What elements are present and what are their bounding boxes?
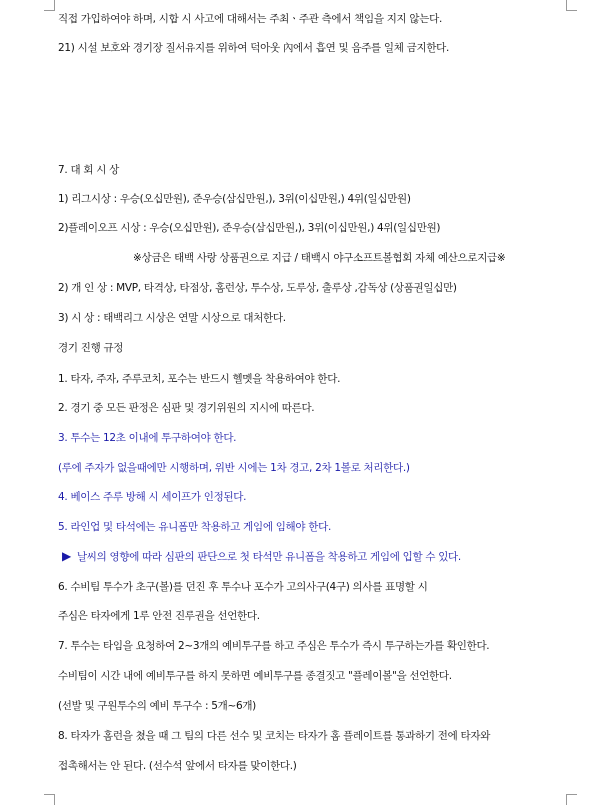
text-line-league-awards: 1) 리그시상 : 우승(오십만원), 준우승(삼십만원,), 3위(이십만원,) 4위(일십만원) [58, 193, 411, 205]
text-line-rule-4: 4. 베이스 주루 방해 시 세이프가 인정된다. [58, 491, 247, 503]
text-line-weather-note [62, 549, 461, 564]
text-line-rule-6-cont: 주심은 타자에게 1루 안전 진루권을 선언한다. [58, 610, 260, 622]
section-heading-awards: 7. 대 회 시 상 [58, 164, 119, 176]
text-line-playoff-awards: 2)플레이오프 시상 : 우승(오십만원), 준우승(삼십만원,), 3위(이십만원,) 4위(일십만원) [58, 222, 441, 234]
section-heading-game-rules: 경기 진행 규정 [58, 342, 124, 354]
page-corner-mark [566, 794, 577, 805]
text-line-rule-5: 5. 라인업 및 타석에는 유니폼만 착용하고 게임에 임해야 한다. [58, 521, 331, 533]
weather-note-text: 날씨의 영향에 따라 심판의 판단으로 첫 타석만 유니폼을 착용하고 게임에 입할 수 있다. [76, 551, 461, 563]
text-line-rule-8: 8. 타자가 홈런을 쳤을 때 그 팀의 다른 선수 및 코치는 타자가 홈 플레이트를 통과하기 전에 타자와 [58, 730, 491, 742]
text-line-insurance: 직접 가입하여야 하며, 시합 시 사고에 대해서는 주최ㆍ주관 측에서 책임을 지지 않는다. [58, 13, 442, 25]
text-line-rule-2: 2. 경기 중 모든 판정은 심판 및 경기위원의 지시에 따른다. [58, 402, 315, 414]
text-line-individual-awards: 2) 개 인 상 : MVP, 타격상, 타점상, 홈런상, 투수상, 도루상, 출루상 ,감독상 (상품권일십만) [58, 282, 457, 294]
page-corner-mark [44, 794, 55, 805]
page-corner-mark [44, 0, 55, 11]
text-line-rule-7-cont: 수비팀이 시간 내에 예비투구를 하지 못하면 예비투구를 종결짓고 "플레이볼"을 선언한다. [58, 670, 452, 682]
text-line-rule-3-note: (루에 주자가 없을때에만 시행하며, 위반 시에는 1차 경고, 2차 1볼로 처리한다.) [58, 462, 410, 474]
text-line-rule-3: 3. 투수는 12초 이내에 투구하여야 한다. [58, 432, 237, 444]
page-corner-mark [566, 0, 577, 11]
right-triangle-icon: ▶ [62, 549, 71, 563]
text-line-rule-21: 21) 시설 보호와 경기장 질서유지를 위하여 덕아웃 內에서 흡연 및 음주를 일체 금지한다. [58, 42, 450, 54]
text-line-rule-6: 6. 수비팀 투수가 초구(볼)를 던진 후 투수나 포수가 고의사구(4구) 의사를 표명할 시 [58, 581, 428, 593]
text-line-rule-8-cont: 접촉해서는 안 된다. (선수석 앞에서 타자를 맞이한다.) [58, 760, 297, 772]
text-line-ceremony: 3) 시 상 : 태백리그 시상은 연말 시상으로 대처한다. [58, 312, 286, 324]
text-line-rule-7-note: (선발 및 구원투수의 예비 투구수 : 5개~6개) [58, 700, 256, 712]
text-line-prize-note: ※상금은 태백 사랑 상품권으로 지급 / 태백시 야구소프트볼협회 자체 예산으로지급※ [133, 252, 506, 264]
text-line-rule-1: 1. 타자, 주자, 주루코치, 포수는 반드시 헬멧을 착용하여야 한다. [58, 373, 341, 385]
text-line-rule-7: 7. 투수는 타임을 요청하여 2~3개의 예비투구를 하고 주심은 투수가 즉시 투구하는가를 확인한다. [58, 640, 490, 652]
